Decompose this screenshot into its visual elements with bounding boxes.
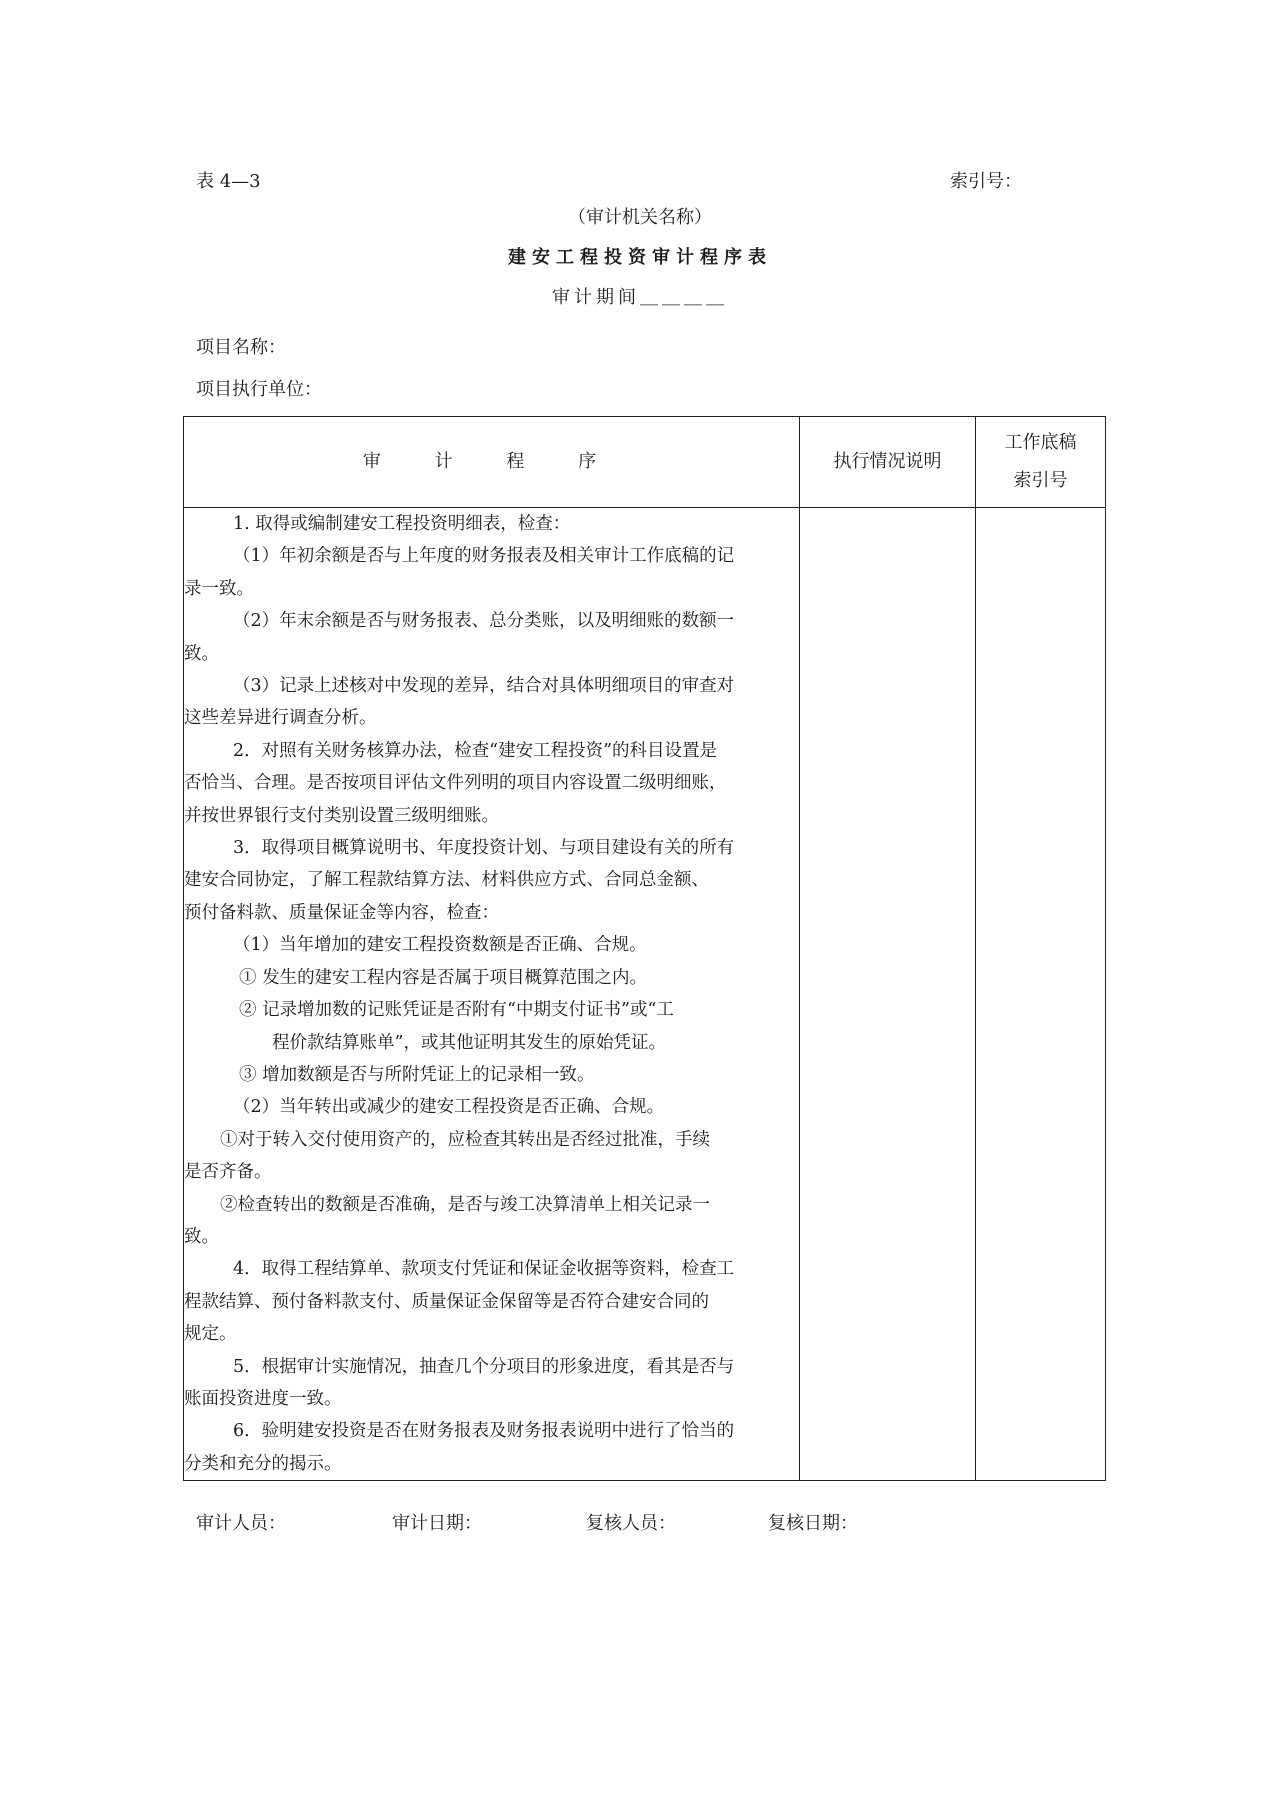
procedure-line: 预付备料款、质量保证金等内容，检查： [184, 902, 499, 923]
column-header-index [976, 417, 1106, 508]
procedure-content-cell [184, 508, 800, 1481]
column-header-index-line1: 工作底稿 [1004, 432, 1077, 453]
procedure-line: 5．根据审计实施情况，抽查几个分项目的形象进度，看其是否与 [233, 1356, 735, 1377]
column-header-procedure: 审 计 程 序 [184, 417, 800, 508]
procedure-line: 建安合同协定，了解工程款结算方法、材料供应方式、合同总金额、 [184, 870, 709, 891]
procedure-line: 致。 [184, 643, 219, 664]
index-number-label: 索引号： [950, 171, 1022, 192]
procedure-line: （3）记录上述核对中发现的差异，结合对具体明细项目的审查对 [233, 676, 735, 697]
table-number: 表 4—3 [196, 171, 261, 192]
procedure-line: 程价款结算账单”，或其他证明其发生的原始凭证。 [272, 1032, 666, 1053]
procedure-line: ②检查转出的数额是否准确，是否与竣工决算清单上相关记录一 [220, 1194, 710, 1215]
procedure-line: 1. 取得或编制建安工程投资明细表，检查： [233, 514, 571, 534]
audit-procedure-table [183, 416, 1106, 1481]
procedure-line: 并按世界银行支付类别设置三级明细账。 [184, 805, 499, 826]
procedure-line: （1）当年增加的建安工程投资数额是否正确、合规。 [233, 935, 647, 956]
procedure-line: 程款结算、预付备料款支付、质量保证金保留等是否符合建安合同的 [184, 1291, 709, 1312]
column-header-index-line2: 索引号 [1013, 470, 1068, 491]
procedure-line: 录一致。 [184, 578, 254, 599]
procedure-line: 分类和充分的揭示。 [184, 1453, 342, 1474]
procedure-line: 账面投资进度一致。 [184, 1388, 342, 1409]
procedure-line: 是否齐备。 [184, 1162, 272, 1183]
review-date-label: 复核日期： [768, 1513, 858, 1534]
procedure-line: 4．取得工程结算单、款项支付凭证和保证金收据等资料，检查工 [233, 1259, 735, 1280]
reviewer-label: 复核人员： [586, 1513, 676, 1534]
audit-date-label: 审计日期： [392, 1513, 482, 1534]
table-row [184, 508, 1106, 1481]
audit-period: 审计期间＿＿＿＿ [552, 287, 728, 308]
procedure-line: 规定。 [184, 1324, 237, 1345]
procedure-line: （1）年初余额是否与上年度的财务报表及相关审计工作底稿的记 [233, 546, 735, 567]
procedure-line: ① 发生的建安工程内容是否属于项目概算范围之内。 [239, 967, 648, 988]
procedure-line: 2．对照有关财务核算办法，检查“建安工程投资”的科目设置是 [233, 740, 718, 761]
signature-footer [196, 1512, 858, 1536]
procedure-line: 3．取得项目概算说明书、年度投资计划、与项目建设有关的所有 [233, 838, 735, 859]
auditor-label: 审计人员： [196, 1513, 286, 1534]
project-unit-label: 项目执行单位： [196, 379, 322, 400]
procedure-line: ③ 增加数额是否与所附凭证上的记录相一致。 [239, 1064, 595, 1085]
page-title: 建安工程投资审计程序表 [508, 247, 772, 268]
procedure-line: 否恰当、合理。是否按项目评估文件列明的项目内容设置二级明细账， [184, 773, 727, 794]
audit-agency-name: （审计机关名称） [568, 207, 712, 228]
procedure-line: 6．验明建安投资是否在财务报表及财务报表说明中进行了恰当的 [233, 1421, 735, 1442]
procedure-line: （2）当年转出或减少的建安工程投资是否正确、合规。 [233, 1097, 665, 1118]
procedure-line: ② 记录增加数的记账凭证是否附有“中期支付证书”或“工 [239, 1000, 674, 1021]
execution-status-cell[interactable] [800, 508, 976, 1481]
procedure-line: 致。 [184, 1226, 219, 1247]
table-header-row [184, 417, 1106, 508]
procedure-line: ①对于转入交付使用资产的，应检查其转出是否经过批准，手续 [220, 1129, 710, 1150]
column-header-status: 执行情况说明 [800, 417, 976, 508]
workpaper-index-cell[interactable] [976, 508, 1106, 1481]
procedure-line: 这些差异进行调查分析。 [184, 708, 377, 729]
procedure-line: （2）年末余额是否与财务报表、总分类账，以及明细账的数额一 [233, 611, 735, 632]
project-name-label: 项目名称： [196, 337, 286, 358]
